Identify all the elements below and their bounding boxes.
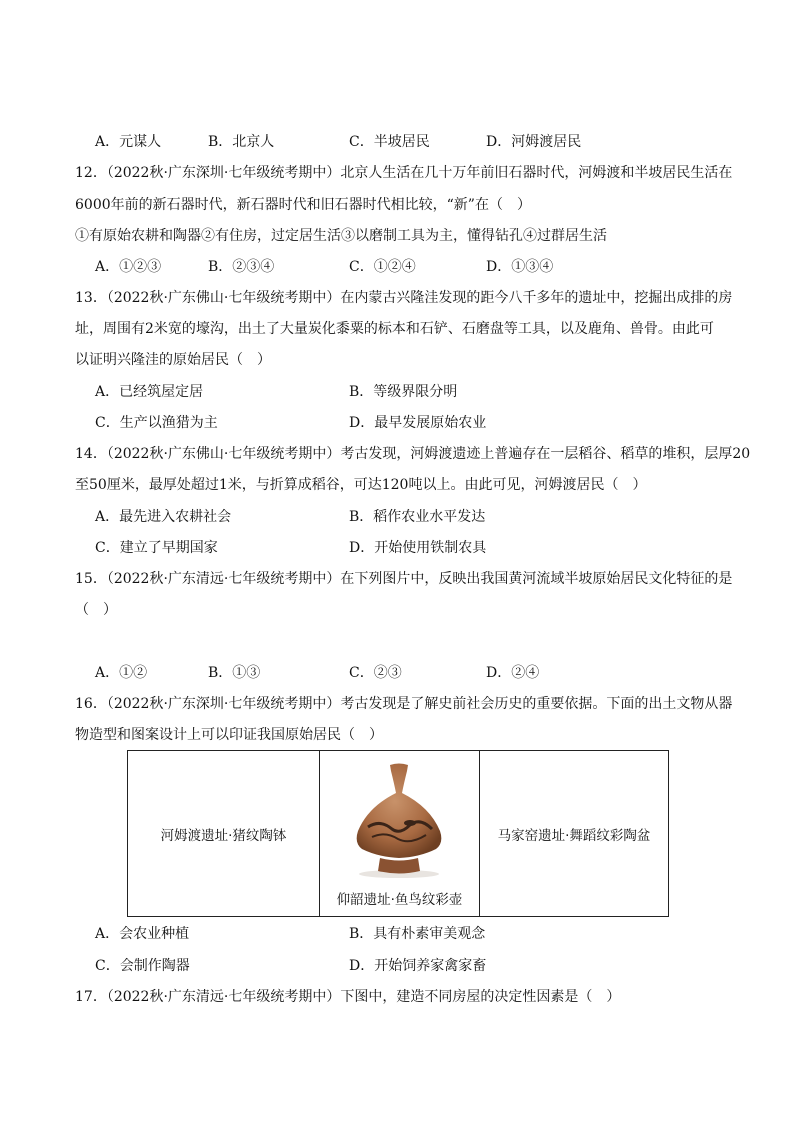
q15-option-a: A．①② bbox=[95, 665, 148, 681]
artifact-cell-yangshao bbox=[320, 751, 480, 917]
q16-stem-line-2: 物造型和图案设计上可以印证我国原始居民（ ） bbox=[75, 727, 383, 743]
q12-option-c: C．①②④ bbox=[349, 259, 416, 275]
q11-option-b: B．北京人 bbox=[208, 134, 275, 150]
q14-stem-line-2: 至50厘米，最厚处超过1米，与折算成稻谷，可达120吨以上。由此可见，河姆渡居民（ ） bbox=[75, 477, 647, 493]
q15-option-b: B．①③ bbox=[208, 665, 261, 681]
q14-option-a: A．最先进入农耕社会 bbox=[95, 509, 232, 525]
q13-stem-line-1: 13．（2022秋·广东佛山·七年级统考期中）在内蒙古兴隆洼发现的距今八千多年的遗址中，挖掘出成排的房 bbox=[75, 290, 733, 306]
q12-option-d: D．①③④ bbox=[486, 259, 554, 275]
artifact-cell-majiayao bbox=[480, 751, 669, 917]
artifact-table bbox=[127, 750, 669, 917]
q15-stem-line-2: （ ） bbox=[75, 602, 117, 618]
q12-option-a: A．①②③ bbox=[95, 259, 162, 275]
q12-stem-line-2: 6000年前的新石器时代，新石器时代和旧石器时代相比较，“新”在（ ） bbox=[75, 197, 531, 213]
artifact-label-yangshao: 仰韶遗址·鱼鸟纹彩壶 bbox=[336, 892, 463, 908]
q16-option-c: C．会制作陶器 bbox=[95, 958, 190, 974]
q13-option-a: A．已经筑屋定居 bbox=[95, 384, 204, 400]
q13-option-d: D．最早发展原始农业 bbox=[349, 415, 487, 431]
artifact-cell-hemudu bbox=[128, 751, 320, 917]
q11-option-a: A．元谋人 bbox=[95, 134, 162, 150]
artifact-label-hemudu: 河姆渡遗址·猪纹陶钵 bbox=[160, 827, 287, 844]
q12-statements: ①有原始农耕和陶器②有住房，过定居生活③以磨制工具为主，懂得钻孔④过群居生活 bbox=[75, 228, 607, 244]
painted-pottery-vase-image bbox=[340, 759, 458, 879]
q15-option-c: C．②③ bbox=[349, 665, 402, 681]
q13-stem-line-2: 址，周围有2米宽的壕沟，出土了大量炭化黍粟的标本和石铲、石磨盘等工具，以及鹿角、兽骨。由此可 bbox=[75, 321, 714, 337]
q12-option-b: B．②③④ bbox=[208, 259, 275, 275]
q11-option-c: C．半坡居民 bbox=[349, 134, 430, 150]
q16-option-d: D．开始饲养家禽家畜 bbox=[349, 958, 487, 974]
artifact-label-majiayao: 马家窑遗址·舞蹈纹彩陶盆 bbox=[497, 827, 651, 844]
q15-stem-line-1: 15．（2022秋·广东清远·七年级统考期中）在下列图片中，反映出我国黄河流域半坡原始居民文化特征的是 bbox=[75, 571, 733, 587]
q16-stem-line-1: 16．（2022秋·广东深圳·七年级统考期中）考古发现是了解史前社会历史的重要依据。下面的出土文物从器 bbox=[75, 696, 733, 712]
q16-option-b: B．具有朴素审美观念 bbox=[349, 926, 486, 942]
q14-stem-line-1: 14．（2022秋·广东佛山·七年级统考期中）考古发现，河姆渡遗迹上普遍存在一层稻谷、稻草的堆积，层厚20 bbox=[75, 446, 751, 462]
q11-option-d: D．河姆渡居民 bbox=[486, 134, 582, 150]
q14-option-c: C．建立了早期国家 bbox=[95, 540, 218, 556]
q12-stem-line-1: 12．（2022秋·广东深圳·七年级统考期中）北京人生活在几十万年前旧石器时代，河姆渡和半坡居民生活在 bbox=[75, 165, 733, 181]
q14-option-b: B．稻作农业水平发达 bbox=[349, 509, 486, 525]
q16-option-a: A．会农业种植 bbox=[95, 926, 190, 942]
q13-stem-line-3: 以证明兴隆洼的原始居民（ ） bbox=[75, 352, 271, 368]
q15-option-d: D．②④ bbox=[486, 665, 540, 681]
q13-option-b: B．等级界限分明 bbox=[349, 384, 458, 400]
q14-option-d: D．开始使用铁制农具 bbox=[349, 540, 487, 556]
q13-option-c: C．生产以渔猎为主 bbox=[95, 415, 218, 431]
q17-stem-line-1: 17．（2022秋·广东清远·七年级统考期中）下图中，建造不同房屋的决定性因素是（ ） bbox=[75, 989, 621, 1005]
